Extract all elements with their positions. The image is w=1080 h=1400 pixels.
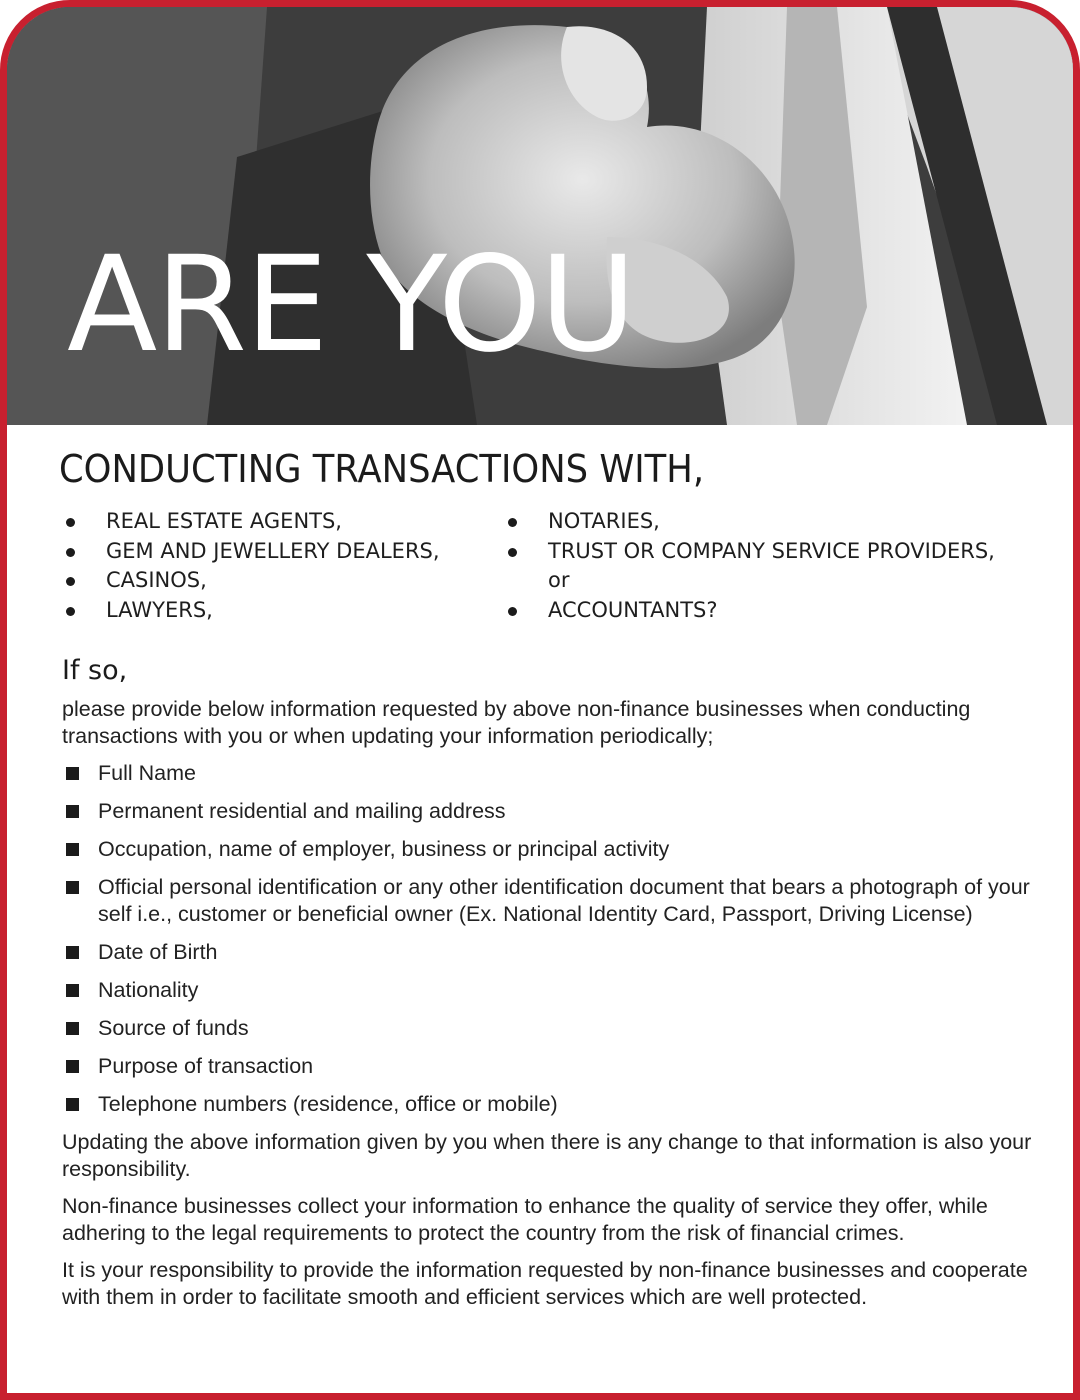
list-item — [62, 1053, 1056, 1080]
list-item-label: Occupation, name of employer, business or principal activity — [98, 837, 670, 861]
update-paragraph: Updating the above information given by you when there is any change to that information is also your responsibility. — [62, 1130, 1032, 1181]
responsibility-paragraph: It is your responsibility to provide the information requested by non-finance businesses and cooperate with them in order to facilitate smooth and efficient services which are well protected. — [62, 1258, 1028, 1309]
square-bullet-icon — [66, 984, 79, 997]
list-item — [64, 566, 440, 596]
list-item-label: Date of Birth — [98, 940, 218, 964]
list-item-label: Source of funds — [98, 1016, 249, 1040]
list-item — [62, 836, 1056, 863]
list-item — [64, 507, 440, 537]
list-item-label: Full Name — [98, 761, 196, 785]
list-item — [506, 507, 995, 537]
list-item — [62, 1091, 1056, 1118]
main-content — [56, 425, 1056, 1311]
hero-banner — [7, 7, 1073, 425]
list-item-label: GEM AND JEWELLERY DEALERS, — [106, 538, 440, 563]
square-bullet-icon — [66, 843, 79, 856]
list-item — [62, 874, 1056, 928]
list-item — [64, 537, 440, 567]
bullet-icon — [66, 518, 75, 527]
list-item-label: LAWYERS, — [106, 597, 213, 622]
list-item — [506, 537, 995, 567]
list-item — [62, 977, 1056, 1004]
list-item-label: Official personal identification or any other identification document that bears a photograph of your self i.e., customer or beneficial owner (Ex. National Identity Card, Passport, Driving License) — [98, 875, 1030, 926]
bullet-icon — [508, 548, 517, 557]
list-item-continuation: or — [548, 568, 570, 592]
business-list-left — [64, 507, 440, 625]
bullet-icon — [66, 607, 75, 616]
if-so-heading: If so, — [62, 655, 128, 686]
list-item-label: ACCOUNTANTS? — [548, 597, 718, 622]
list-item — [506, 596, 995, 626]
bullet-icon — [66, 548, 75, 557]
requirements-list — [62, 760, 1056, 1118]
square-bullet-icon — [66, 1022, 79, 1035]
list-item-label: Permanent residential and mailing address — [98, 799, 506, 823]
bullet-icon — [508, 518, 517, 527]
square-bullet-icon — [66, 946, 79, 959]
square-bullet-icon — [66, 1060, 79, 1073]
business-list-right — [506, 507, 995, 625]
list-item — [64, 596, 440, 626]
list-item — [62, 760, 1056, 787]
list-item-label: Purpose of transaction — [98, 1054, 314, 1078]
list-item — [62, 1015, 1056, 1042]
bullet-icon — [66, 577, 75, 586]
square-bullet-icon — [66, 1098, 79, 1111]
square-bullet-icon — [66, 881, 79, 894]
list-item — [62, 798, 1056, 825]
square-bullet-icon — [66, 805, 79, 818]
list-item-label: TRUST OR COMPANY SERVICE PROVIDERS, — [548, 538, 995, 563]
list-item-label: NOTARIES, — [548, 509, 660, 533]
hero-title: ARE YOU — [67, 228, 635, 382]
list-item-label: REAL ESTATE AGENTS, — [106, 509, 342, 533]
bullet-icon — [508, 607, 517, 616]
list-item-label: Telephone numbers (residence, office or mobile) — [98, 1092, 558, 1116]
intro-paragraph: please provide below information requested by above non-finance businesses when conducting transactions with you or when updating your information periodically; — [62, 697, 971, 748]
list-item-label: CASINOS, — [106, 568, 207, 592]
list-item-label: Nationality — [98, 978, 199, 1002]
section-heading: CONDUCTING TRANSACTIONS WITH, — [59, 447, 705, 491]
collect-paragraph: Non-finance businesses collect your information to enhance the quality of service they offer, while adhering to the legal requirements to protect the country from the risk of financial crimes. — [62, 1194, 988, 1245]
business-list — [56, 507, 1056, 637]
square-bullet-icon — [66, 767, 79, 780]
list-item — [62, 939, 1056, 966]
